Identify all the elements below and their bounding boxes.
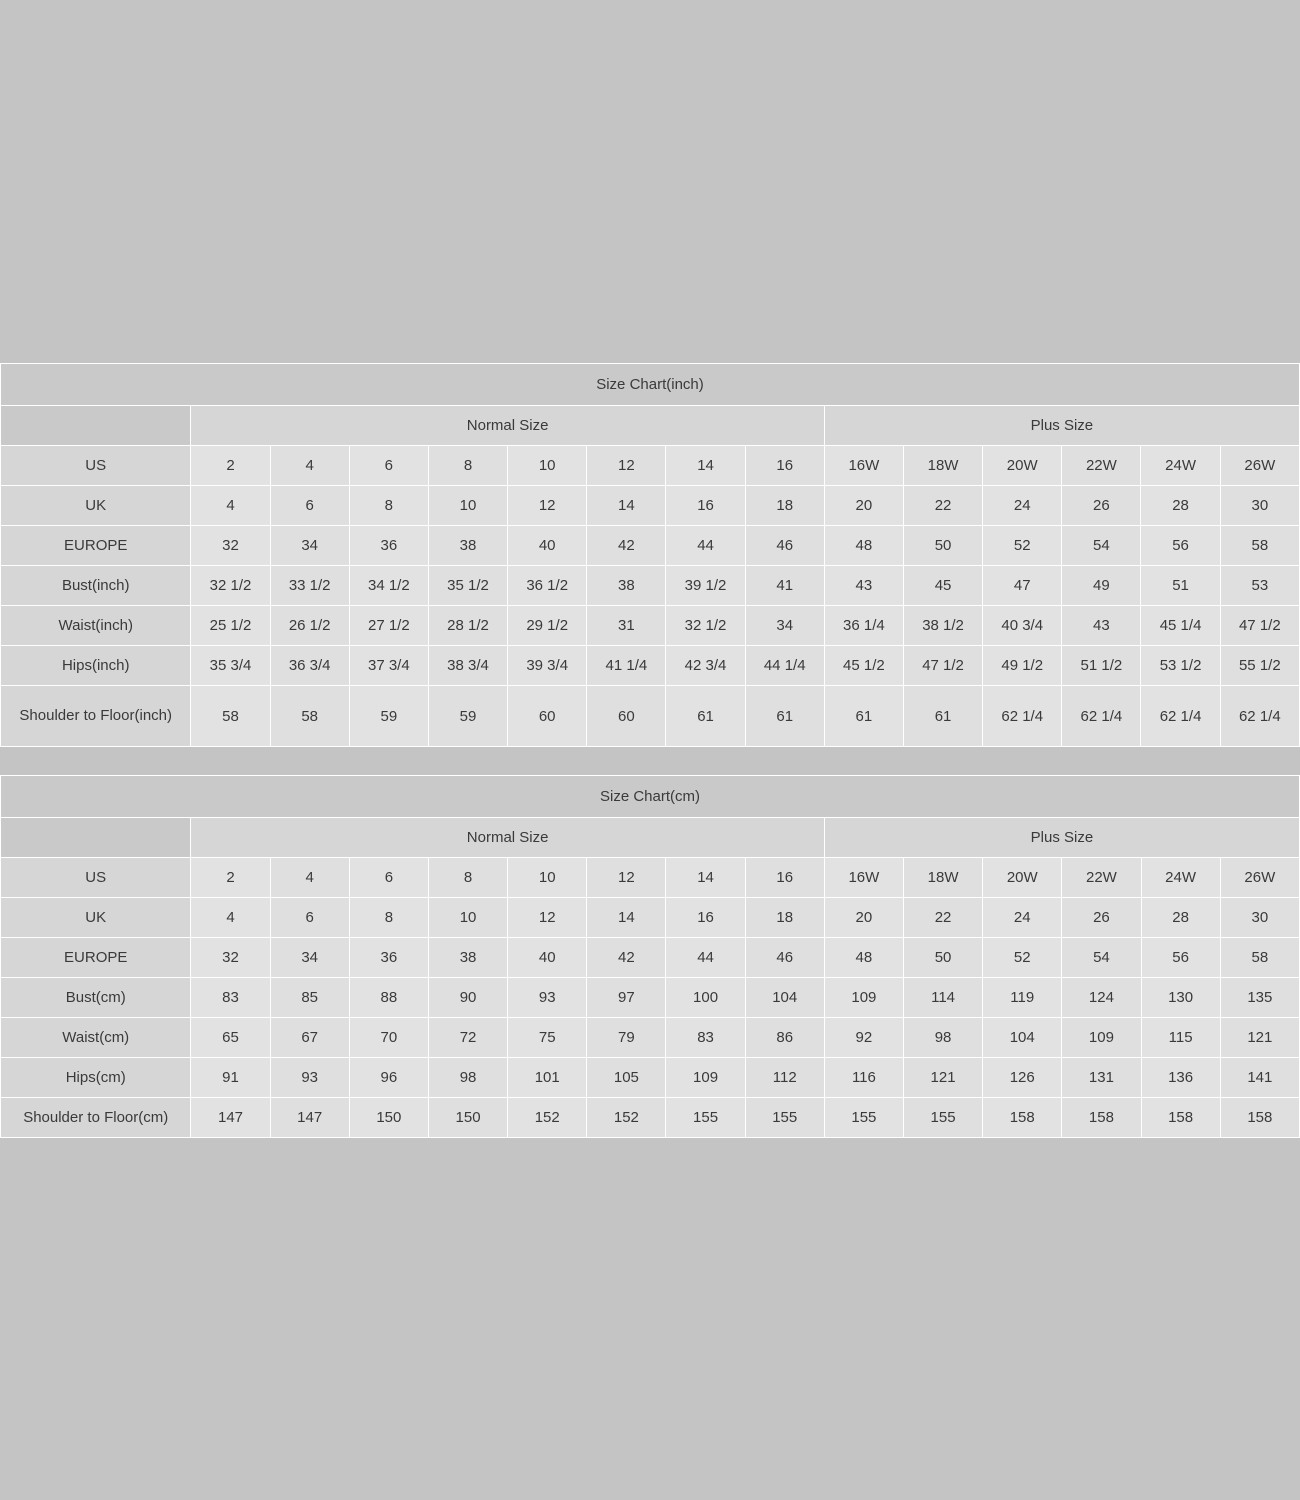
inch-cell: 34 bbox=[270, 526, 349, 566]
inch-cell: 51 bbox=[1141, 566, 1220, 606]
inch-cell: 37 3/4 bbox=[349, 646, 428, 686]
cm-cell: 97 bbox=[587, 978, 666, 1018]
inch-title: Size Chart(inch) bbox=[1, 364, 1300, 406]
inch-cell: 39 3/4 bbox=[508, 646, 587, 686]
inch-cell: 55 1/2 bbox=[1220, 646, 1299, 686]
cm-cell: 24W bbox=[1141, 858, 1220, 898]
cm-cell: 56 bbox=[1141, 938, 1220, 978]
inch-cell: 14 bbox=[587, 486, 666, 526]
cm-cell: 91 bbox=[191, 1058, 270, 1098]
table-row bbox=[1, 938, 1300, 978]
cm-cell: 2 bbox=[191, 858, 270, 898]
cm-cell: 141 bbox=[1220, 1058, 1299, 1098]
inch-cell: 49 1/2 bbox=[983, 646, 1062, 686]
inch-cell: 47 1/2 bbox=[1220, 606, 1299, 646]
cm-cell: 155 bbox=[824, 1098, 903, 1138]
table-row bbox=[1, 446, 1300, 486]
cm-cell: 155 bbox=[745, 1098, 824, 1138]
inch-cell: 25 1/2 bbox=[191, 606, 270, 646]
cm-group-header: Normal Size bbox=[191, 818, 824, 858]
inch-cell: 28 bbox=[1141, 486, 1220, 526]
cm-cell: 4 bbox=[191, 898, 270, 938]
inch-row-label: Shoulder to Floor(inch) bbox=[1, 686, 191, 747]
cm-cell: 52 bbox=[983, 938, 1062, 978]
cm-cell: 100 bbox=[666, 978, 745, 1018]
inch-cell: 61 bbox=[903, 686, 982, 747]
inch-cell: 12 bbox=[587, 446, 666, 486]
inch-cell: 43 bbox=[1062, 606, 1141, 646]
table-row bbox=[1, 646, 1300, 686]
size-chart-inch-block bbox=[0, 363, 1300, 747]
cm-cell: 42 bbox=[587, 938, 666, 978]
cm-cell: 79 bbox=[587, 1018, 666, 1058]
inch-cell: 53 bbox=[1220, 566, 1299, 606]
cm-cell: 150 bbox=[349, 1098, 428, 1138]
cm-cell: 85 bbox=[270, 978, 349, 1018]
cm-row-label: EUROPE bbox=[1, 938, 191, 978]
cm-cell: 44 bbox=[666, 938, 745, 978]
inch-cell: 16 bbox=[745, 446, 824, 486]
inch-cell: 8 bbox=[349, 486, 428, 526]
inch-cell: 59 bbox=[428, 686, 507, 747]
table-row bbox=[1, 606, 1300, 646]
inch-cell: 36 1/2 bbox=[508, 566, 587, 606]
cm-cell: 46 bbox=[745, 938, 824, 978]
cm-cell: 135 bbox=[1220, 978, 1299, 1018]
inch-cell: 6 bbox=[349, 446, 428, 486]
cm-cell: 109 bbox=[1062, 1018, 1141, 1058]
cm-title: Size Chart(cm) bbox=[1, 776, 1300, 818]
inch-cell: 38 1/2 bbox=[903, 606, 982, 646]
cm-cell: 14 bbox=[666, 858, 745, 898]
inch-cell: 10 bbox=[428, 486, 507, 526]
cm-cell: 67 bbox=[270, 1018, 349, 1058]
inch-cell: 30 bbox=[1220, 486, 1299, 526]
inch-cell: 44 bbox=[666, 526, 745, 566]
inch-cell: 24 bbox=[983, 486, 1062, 526]
cm-cell: 14 bbox=[587, 898, 666, 938]
table-row bbox=[1, 858, 1300, 898]
inch-cell: 34 bbox=[745, 606, 824, 646]
cm-cell: 24 bbox=[983, 898, 1062, 938]
inch-cell: 36 bbox=[349, 526, 428, 566]
table-row bbox=[1, 686, 1300, 747]
cm-cell: 124 bbox=[1062, 978, 1141, 1018]
cm-cell: 88 bbox=[349, 978, 428, 1018]
size-chart-cm-block bbox=[0, 775, 1300, 1138]
cm-cell: 147 bbox=[191, 1098, 270, 1138]
inch-cell: 54 bbox=[1062, 526, 1141, 566]
cm-cell: 92 bbox=[824, 1018, 903, 1058]
cm-cell: 6 bbox=[270, 898, 349, 938]
cm-cell: 22W bbox=[1062, 858, 1141, 898]
inch-cell: 22 bbox=[903, 486, 982, 526]
inch-row-label: UK bbox=[1, 486, 191, 526]
cm-cell: 152 bbox=[587, 1098, 666, 1138]
inch-corner-cell bbox=[1, 406, 191, 446]
inch-cell: 20W bbox=[983, 446, 1062, 486]
cm-cell: 126 bbox=[983, 1058, 1062, 1098]
inch-row-label: Bust(inch) bbox=[1, 566, 191, 606]
cm-cell: 50 bbox=[903, 938, 982, 978]
cm-cell: 30 bbox=[1220, 898, 1299, 938]
inch-cell: 61 bbox=[666, 686, 745, 747]
cm-title-row bbox=[1, 776, 1300, 818]
cm-cell: 18 bbox=[745, 898, 824, 938]
cm-cell: 147 bbox=[270, 1098, 349, 1138]
cm-cell: 150 bbox=[428, 1098, 507, 1138]
inch-cell: 62 1/4 bbox=[1220, 686, 1299, 747]
cm-cell: 12 bbox=[508, 898, 587, 938]
inch-cell: 40 3/4 bbox=[983, 606, 1062, 646]
cm-cell: 105 bbox=[587, 1058, 666, 1098]
inch-cell: 62 1/4 bbox=[983, 686, 1062, 747]
inch-cell: 38 bbox=[428, 526, 507, 566]
cm-cell: 38 bbox=[428, 938, 507, 978]
inch-cell: 42 3/4 bbox=[666, 646, 745, 686]
inch-cell: 45 1/4 bbox=[1141, 606, 1220, 646]
inch-cell: 18 bbox=[745, 486, 824, 526]
cm-cell: 121 bbox=[1220, 1018, 1299, 1058]
inch-cell: 58 bbox=[191, 686, 270, 747]
cm-cell: 101 bbox=[508, 1058, 587, 1098]
cm-cell: 109 bbox=[666, 1058, 745, 1098]
inch-cell: 44 1/4 bbox=[745, 646, 824, 686]
cm-cell: 10 bbox=[508, 858, 587, 898]
cm-cell: 83 bbox=[666, 1018, 745, 1058]
cm-cell: 158 bbox=[1220, 1098, 1299, 1138]
cm-cell: 116 bbox=[824, 1058, 903, 1098]
inch-cell: 58 bbox=[270, 686, 349, 747]
cm-cell: 90 bbox=[428, 978, 507, 1018]
cm-cell: 65 bbox=[191, 1018, 270, 1058]
cm-cell: 70 bbox=[349, 1018, 428, 1058]
cm-group-row bbox=[1, 818, 1300, 858]
cm-cell: 20 bbox=[824, 898, 903, 938]
cm-cell: 16 bbox=[745, 858, 824, 898]
cm-cell: 136 bbox=[1141, 1058, 1220, 1098]
cm-cell: 54 bbox=[1062, 938, 1141, 978]
inch-cell: 4 bbox=[270, 446, 349, 486]
cm-cell: 26 bbox=[1062, 898, 1141, 938]
inch-cell: 52 bbox=[983, 526, 1062, 566]
table-row bbox=[1, 1058, 1300, 1098]
cm-cell: 8 bbox=[428, 858, 507, 898]
inch-cell: 28 1/2 bbox=[428, 606, 507, 646]
cm-cell: 152 bbox=[508, 1098, 587, 1138]
inch-cell: 61 bbox=[745, 686, 824, 747]
inch-cell: 40 bbox=[508, 526, 587, 566]
inch-cell: 32 1/2 bbox=[666, 606, 745, 646]
inch-cell: 26W bbox=[1220, 446, 1299, 486]
inch-cell: 24W bbox=[1141, 446, 1220, 486]
inch-cell: 33 1/2 bbox=[270, 566, 349, 606]
cm-cell: 93 bbox=[508, 978, 587, 1018]
cm-cell: 72 bbox=[428, 1018, 507, 1058]
inch-cell: 41 1/4 bbox=[587, 646, 666, 686]
cm-cell: 58 bbox=[1220, 938, 1299, 978]
cm-row-label: Shoulder to Floor(cm) bbox=[1, 1098, 191, 1138]
table-row bbox=[1, 1098, 1300, 1138]
inch-cell: 50 bbox=[903, 526, 982, 566]
inch-row-label: US bbox=[1, 446, 191, 486]
inch-cell: 2 bbox=[191, 446, 270, 486]
inch-cell: 48 bbox=[824, 526, 903, 566]
inch-cell: 39 1/2 bbox=[666, 566, 745, 606]
cm-row-label: Hips(cm) bbox=[1, 1058, 191, 1098]
cm-cell: 40 bbox=[508, 938, 587, 978]
cm-cell: 36 bbox=[349, 938, 428, 978]
inch-cell: 53 1/2 bbox=[1141, 646, 1220, 686]
cm-cell: 8 bbox=[349, 898, 428, 938]
cm-cell: 158 bbox=[1141, 1098, 1220, 1138]
cm-cell: 109 bbox=[824, 978, 903, 1018]
inch-cell: 60 bbox=[587, 686, 666, 747]
inch-cell: 8 bbox=[428, 446, 507, 486]
inch-cell: 62 1/4 bbox=[1141, 686, 1220, 747]
cm-cell: 98 bbox=[428, 1058, 507, 1098]
cm-cell: 4 bbox=[270, 858, 349, 898]
cm-cell: 32 bbox=[191, 938, 270, 978]
inch-group-header: Normal Size bbox=[191, 406, 824, 446]
cm-cell: 119 bbox=[983, 978, 1062, 1018]
cm-cell: 83 bbox=[191, 978, 270, 1018]
inch-row-label: Waist(inch) bbox=[1, 606, 191, 646]
inch-cell: 27 1/2 bbox=[349, 606, 428, 646]
inch-cell: 12 bbox=[508, 486, 587, 526]
inch-cell: 36 1/4 bbox=[824, 606, 903, 646]
cm-row-label: US bbox=[1, 858, 191, 898]
inch-cell: 34 1/2 bbox=[349, 566, 428, 606]
inch-cell: 35 1/2 bbox=[428, 566, 507, 606]
cm-cell: 121 bbox=[903, 1058, 982, 1098]
inch-cell: 47 bbox=[983, 566, 1062, 606]
cm-row-label: UK bbox=[1, 898, 191, 938]
table-row bbox=[1, 526, 1300, 566]
inch-cell: 20 bbox=[824, 486, 903, 526]
inch-cell: 38 bbox=[587, 566, 666, 606]
inch-cell: 4 bbox=[191, 486, 270, 526]
cm-cell: 131 bbox=[1062, 1058, 1141, 1098]
inch-cell: 32 1/2 bbox=[191, 566, 270, 606]
cm-cell: 6 bbox=[349, 858, 428, 898]
cm-corner-cell bbox=[1, 818, 191, 858]
inch-title-row bbox=[1, 364, 1300, 406]
cm-cell: 16 bbox=[666, 898, 745, 938]
inch-cell: 31 bbox=[587, 606, 666, 646]
table-row bbox=[1, 486, 1300, 526]
cm-cell: 93 bbox=[270, 1058, 349, 1098]
inch-cell: 32 bbox=[191, 526, 270, 566]
inch-cell: 29 1/2 bbox=[508, 606, 587, 646]
cm-row-label: Waist(cm) bbox=[1, 1018, 191, 1058]
inch-cell: 6 bbox=[270, 486, 349, 526]
cm-cell: 158 bbox=[1062, 1098, 1141, 1138]
inch-cell: 36 3/4 bbox=[270, 646, 349, 686]
inch-cell: 14 bbox=[666, 446, 745, 486]
inch-cell: 41 bbox=[745, 566, 824, 606]
cm-cell: 104 bbox=[745, 978, 824, 1018]
table-row bbox=[1, 898, 1300, 938]
inch-cell: 18W bbox=[903, 446, 982, 486]
size-chart-cm-table bbox=[0, 775, 1300, 1138]
inch-row-label: Hips(inch) bbox=[1, 646, 191, 686]
inch-cell: 16W bbox=[824, 446, 903, 486]
cm-row-label: Bust(cm) bbox=[1, 978, 191, 1018]
cm-cell: 98 bbox=[903, 1018, 982, 1058]
cm-cell: 114 bbox=[903, 978, 982, 1018]
inch-cell: 43 bbox=[824, 566, 903, 606]
cm-cell: 16W bbox=[824, 858, 903, 898]
inch-group-header: Plus Size bbox=[824, 406, 1299, 446]
cm-cell: 75 bbox=[508, 1018, 587, 1058]
inch-cell: 42 bbox=[587, 526, 666, 566]
cm-cell: 20W bbox=[983, 858, 1062, 898]
cm-cell: 86 bbox=[745, 1018, 824, 1058]
inch-cell: 47 1/2 bbox=[903, 646, 982, 686]
cm-group-header: Plus Size bbox=[824, 818, 1299, 858]
inch-cell: 49 bbox=[1062, 566, 1141, 606]
inch-cell: 46 bbox=[745, 526, 824, 566]
table-row bbox=[1, 978, 1300, 1018]
inch-cell: 16 bbox=[666, 486, 745, 526]
inch-cell: 22W bbox=[1062, 446, 1141, 486]
cm-cell: 104 bbox=[983, 1018, 1062, 1058]
cm-cell: 34 bbox=[270, 938, 349, 978]
cm-cell: 22 bbox=[903, 898, 982, 938]
inch-cell: 10 bbox=[508, 446, 587, 486]
inch-cell: 35 3/4 bbox=[191, 646, 270, 686]
inch-cell: 58 bbox=[1220, 526, 1299, 566]
cm-cell: 115 bbox=[1141, 1018, 1220, 1058]
cm-cell: 48 bbox=[824, 938, 903, 978]
cm-cell: 155 bbox=[903, 1098, 982, 1138]
inch-cell: 61 bbox=[824, 686, 903, 747]
inch-cell: 60 bbox=[508, 686, 587, 747]
inch-group-row bbox=[1, 406, 1300, 446]
inch-cell: 62 1/4 bbox=[1062, 686, 1141, 747]
cm-cell: 26W bbox=[1220, 858, 1299, 898]
cm-cell: 96 bbox=[349, 1058, 428, 1098]
inch-row-label: EUROPE bbox=[1, 526, 191, 566]
cm-cell: 155 bbox=[666, 1098, 745, 1138]
table-row bbox=[1, 566, 1300, 606]
inch-cell: 45 1/2 bbox=[824, 646, 903, 686]
cm-cell: 12 bbox=[587, 858, 666, 898]
cm-cell: 130 bbox=[1141, 978, 1220, 1018]
cm-cell: 112 bbox=[745, 1058, 824, 1098]
table-row bbox=[1, 1018, 1300, 1058]
cm-cell: 158 bbox=[983, 1098, 1062, 1138]
cm-cell: 18W bbox=[903, 858, 982, 898]
inch-cell: 26 bbox=[1062, 486, 1141, 526]
inch-cell: 59 bbox=[349, 686, 428, 747]
inch-cell: 45 bbox=[903, 566, 982, 606]
inch-cell: 51 1/2 bbox=[1062, 646, 1141, 686]
inch-cell: 56 bbox=[1141, 526, 1220, 566]
cm-cell: 28 bbox=[1141, 898, 1220, 938]
inch-cell: 26 1/2 bbox=[270, 606, 349, 646]
size-chart-inch-table bbox=[0, 363, 1300, 747]
inch-cell: 38 3/4 bbox=[428, 646, 507, 686]
cm-cell: 10 bbox=[428, 898, 507, 938]
